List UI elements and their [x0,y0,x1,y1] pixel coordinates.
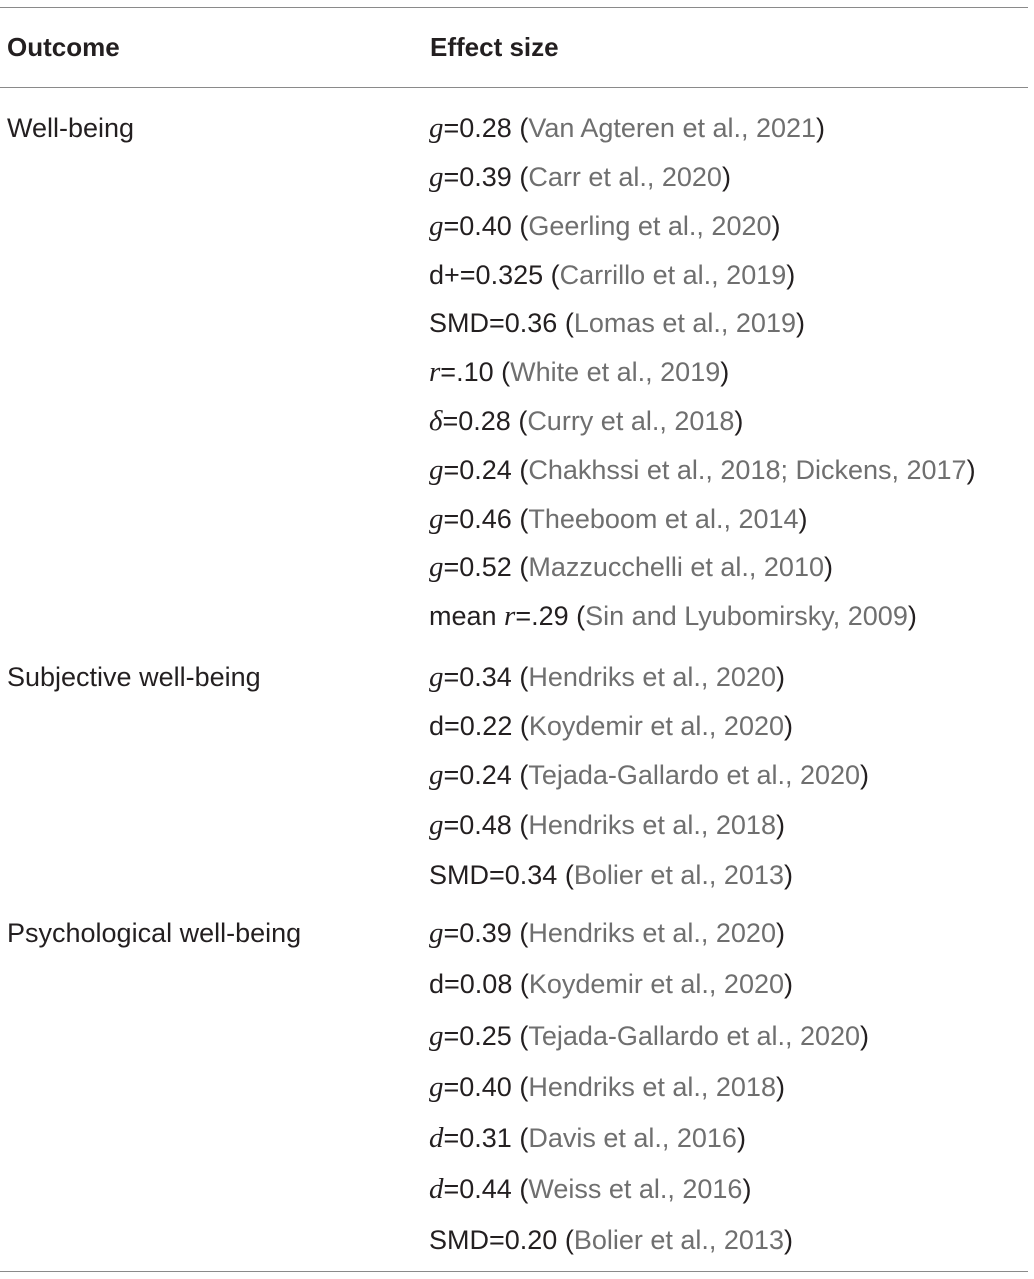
stat-value: d=0.22 [429,711,513,741]
effect-size-row: d=0.08 (Koydemir et al., 2020) [429,969,793,999]
stat-symbol: δ [429,405,443,437]
stat-symbol: g [429,454,444,486]
citation-link[interactable]: Davis et al., 2016 [528,1123,737,1153]
stat-symbol: g [429,112,444,144]
stat-value: SMD=0.20 [429,1225,558,1255]
effect-size-row: g=0.28 (Van Agteren et al., 2021) [429,112,826,144]
effect-size-row: g=0.48 (Hendriks et al., 2018) [429,809,785,841]
outcome-label: Subjective well-being [7,662,261,692]
citation-link[interactable]: Bolier et al., 2013 [573,1225,784,1255]
stat-value: =0.39 [443,162,512,192]
citation-link[interactable]: Theeboom et al., 2014 [528,504,799,534]
citation-link[interactable]: Carrillo et al., 2019 [559,260,787,290]
stat-prefix: mean [429,601,505,631]
stat-value: SMD=0.34 [429,860,558,890]
outcome-label: Well-being [7,113,135,143]
effect-size-row: g=0.24 (Tejada-Gallardo et al., 2020) [429,759,870,791]
effect-size-row: r=.10 (White et al., 2019) [429,356,730,388]
table-bottom-rule [0,1271,1028,1272]
table-header-rule [0,87,1028,88]
citation-link[interactable]: Koydemir et al., 2020 [528,711,784,741]
stat-symbol: g [429,759,444,791]
effect-size-row: g=0.25 (Tejada-Gallardo et al., 2020) [429,1020,870,1052]
stat-symbol: d [429,1173,444,1205]
stat-value: =0.46 [443,504,512,534]
table-top-rule [0,7,1028,8]
stat-value: =0.34 [443,662,512,692]
citation-link[interactable]: Sin and Lyubomirsky, 2009 [585,601,908,631]
stat-value: =0.44 [443,1174,512,1204]
stat-value: d=0.08 [429,969,513,999]
stat-symbol: g [429,917,444,949]
citation-link[interactable]: Chakhssi et al., 2018; Dickens, 2017 [528,455,967,485]
effect-size-row: g=0.39 (Carr et al., 2020) [429,161,731,193]
effect-size-row: g=0.40 (Geerling et al., 2020) [429,210,781,242]
citation-link[interactable]: Curry et al., 2018 [527,406,735,436]
effect-size-row: d=0.22 (Koydemir et al., 2020) [429,711,793,741]
citation-link[interactable]: Hendriks et al., 2018 [528,1072,776,1102]
citation-link[interactable]: White et al., 2019 [510,357,721,387]
stat-symbol: d [429,1122,444,1154]
stat-symbol: g [429,1071,444,1103]
citation-link[interactable]: Tejada-Gallardo et al., 2020 [528,760,861,790]
effect-size-row: g=0.46 (Theeboom et al., 2014) [429,503,808,535]
citation-link[interactable]: Carr et al., 2020 [528,162,722,192]
citation-link[interactable]: Koydemir et al., 2020 [528,969,784,999]
stat-value: =0.28 [442,406,511,436]
effect-size-row: d+=0.325 (Carrillo et al., 2019) [429,260,796,290]
citation-link[interactable]: Hendriks et al., 2020 [528,662,776,692]
effect-size-row: d=0.31 (Davis et al., 2016) [429,1122,746,1154]
stat-symbol: g [429,551,444,583]
stat-value: =.10 [440,357,494,387]
effect-size-row: g=0.52 (Mazzucchelli et al., 2010) [429,551,833,583]
stat-value: =.29 [515,601,569,631]
stat-value: =0.28 [443,113,512,143]
stat-value: =0.39 [443,918,512,948]
stat-symbol: r [504,600,516,632]
effect-size-row: d=0.44 (Weiss et al., 2016) [429,1173,752,1205]
effect-size-row: g=0.24 (Chakhssi et al., 2018; Dickens, 2017) [429,454,976,486]
outcome-label: Psychological well-being [7,918,302,948]
effect-size-row: SMD=0.36 (Lomas et al., 2019) [429,308,805,338]
stat-value: =0.48 [443,810,512,840]
stat-value: =0.40 [443,211,512,241]
effect-size-row: SMD=0.34 (Bolier et al., 2013) [429,860,793,890]
stat-value: =0.24 [443,760,512,790]
citation-link[interactable]: Tejada-Gallardo et al., 2020 [528,1021,861,1051]
stat-value: d+=0.325 [429,260,544,290]
citation-link[interactable]: Mazzucchelli et al., 2010 [528,552,824,582]
citation-link[interactable]: Hendriks et al., 2020 [528,918,776,948]
effect-size-row: g=0.39 (Hendriks et al., 2020) [429,917,785,949]
stat-value: =0.24 [443,455,512,485]
effect-size-row: mean r=.29 (Sin and Lyubomirsky, 2009) [429,600,917,632]
stat-value: SMD=0.36 [429,308,558,338]
citation-link[interactable]: Weiss et al., 2016 [528,1174,743,1204]
stat-symbol: r [429,356,441,388]
effect-size-row: δ=0.28 (Curry et al., 2018) [429,405,744,437]
header-effect-size: Effect size [430,32,559,62]
effect-size-row: g=0.40 (Hendriks et al., 2018) [429,1071,785,1103]
citation-link[interactable]: Hendriks et al., 2018 [528,810,776,840]
stat-symbol: g [429,161,444,193]
effect-size-row: SMD=0.20 (Bolier et al., 2013) [429,1225,793,1255]
stat-value: =0.31 [443,1123,512,1153]
stat-symbol: g [429,661,444,693]
citation-link[interactable]: Geerling et al., 2020 [528,211,772,241]
citation-link[interactable]: Lomas et al., 2019 [573,308,796,338]
citation-link[interactable]: Bolier et al., 2013 [573,860,784,890]
citation-link[interactable]: Van Agteren et al., 2021 [528,113,817,143]
stat-symbol: g [429,210,444,242]
stat-value: =0.25 [443,1021,512,1051]
stat-value: =0.52 [443,552,512,582]
header-outcome: Outcome [7,32,120,62]
stat-symbol: g [429,503,444,535]
effect-size-row: g=0.34 (Hendriks et al., 2020) [429,661,785,693]
stat-symbol: g [429,1020,444,1052]
stat-symbol: g [429,809,444,841]
stat-value: =0.40 [443,1072,512,1102]
